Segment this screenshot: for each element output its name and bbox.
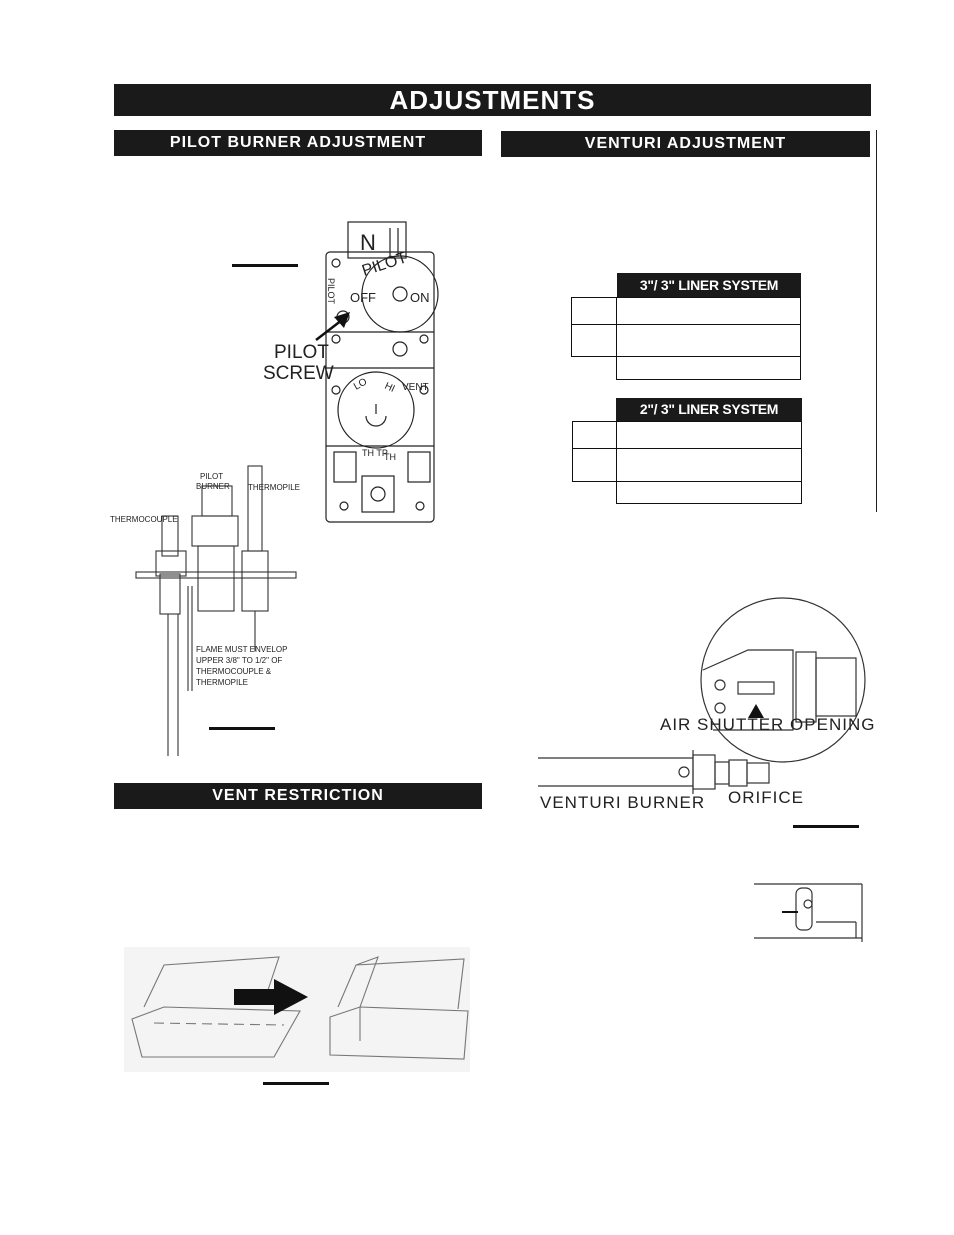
valve-pilot-side-label: PILOT xyxy=(326,278,336,305)
figure-label-rule-venturi xyxy=(793,825,859,828)
table-cell xyxy=(616,448,802,482)
thermopile-label: THERMOPILE xyxy=(248,483,301,492)
vent-restriction-diagram xyxy=(124,947,470,1072)
valve-hi-label: HI xyxy=(382,380,397,395)
table-cell xyxy=(572,448,617,482)
table-cell xyxy=(616,481,802,504)
liner-table-2x3-header: 2"/ 3" LINER SYSTEM xyxy=(616,398,802,421)
pilot-assembly-diagram xyxy=(110,466,320,766)
valve-lo-label: LO xyxy=(352,376,370,393)
section-venturi-adjustment: VENTURI ADJUSTMENT xyxy=(501,131,870,157)
table-cell xyxy=(571,297,617,325)
thermocouple-label: THERMOCOUPLE xyxy=(110,515,178,524)
pilot-burner-label-line2: BURNER xyxy=(196,482,230,491)
valve-vent-label: VENT xyxy=(402,382,429,393)
flame-note-line4: THERMOPILE xyxy=(196,678,249,687)
table-cell xyxy=(616,297,801,325)
table-cell xyxy=(572,421,617,449)
flame-note-line2: UPPER 3/8" TO 1/2" OF xyxy=(196,656,283,665)
liner-table-2x3 xyxy=(572,398,804,506)
page-title: ADJUSTMENTS xyxy=(114,84,871,116)
table-cell xyxy=(616,356,801,380)
valve-on-label: ON xyxy=(410,290,430,305)
valve-dial-pilot-label: PILOT xyxy=(359,249,410,280)
svg-text:N: N xyxy=(360,230,376,255)
valve-th-tp-label: TH TP xyxy=(362,448,388,458)
valve-off-label: OFF xyxy=(350,290,376,305)
pilot-burner-label-line1: PILOT xyxy=(200,472,224,481)
air-shutter-detail-diagram xyxy=(752,878,868,948)
venturi-burner-diagram xyxy=(538,610,878,820)
pilot-screw-label-line1: PILOT xyxy=(274,342,329,363)
liner-table-3x3-header: 3"/ 3" LINER SYSTEM xyxy=(617,273,801,297)
column-rule xyxy=(876,130,877,512)
flame-note-line1: FLAME MUST ENVELOP xyxy=(196,645,288,654)
figure-label-rule-valve xyxy=(232,264,298,267)
section-pilot-burner-adjustment: PILOT BURNER ADJUSTMENT xyxy=(114,130,482,156)
venturi-burner-label: VENTURI BURNER xyxy=(540,793,706,812)
orifice-label: ORIFICE xyxy=(728,788,804,807)
table-cell xyxy=(616,421,802,449)
pilot-screw-callout xyxy=(260,300,360,390)
pilot-screw-label-line2: SCREW xyxy=(263,363,334,384)
liner-table-3x3 xyxy=(571,273,803,381)
table-cell xyxy=(616,324,801,357)
section-vent-restriction: VENT RESTRICTION xyxy=(114,783,482,809)
flame-note-line3: THERMOCOUPLE & xyxy=(196,667,272,676)
figure-label-rule-vent xyxy=(263,1082,329,1085)
table-cell xyxy=(571,324,617,357)
air-shutter-opening-label: AIR SHUTTER OPENING xyxy=(660,715,876,734)
valve-th-label: TH xyxy=(384,452,396,462)
